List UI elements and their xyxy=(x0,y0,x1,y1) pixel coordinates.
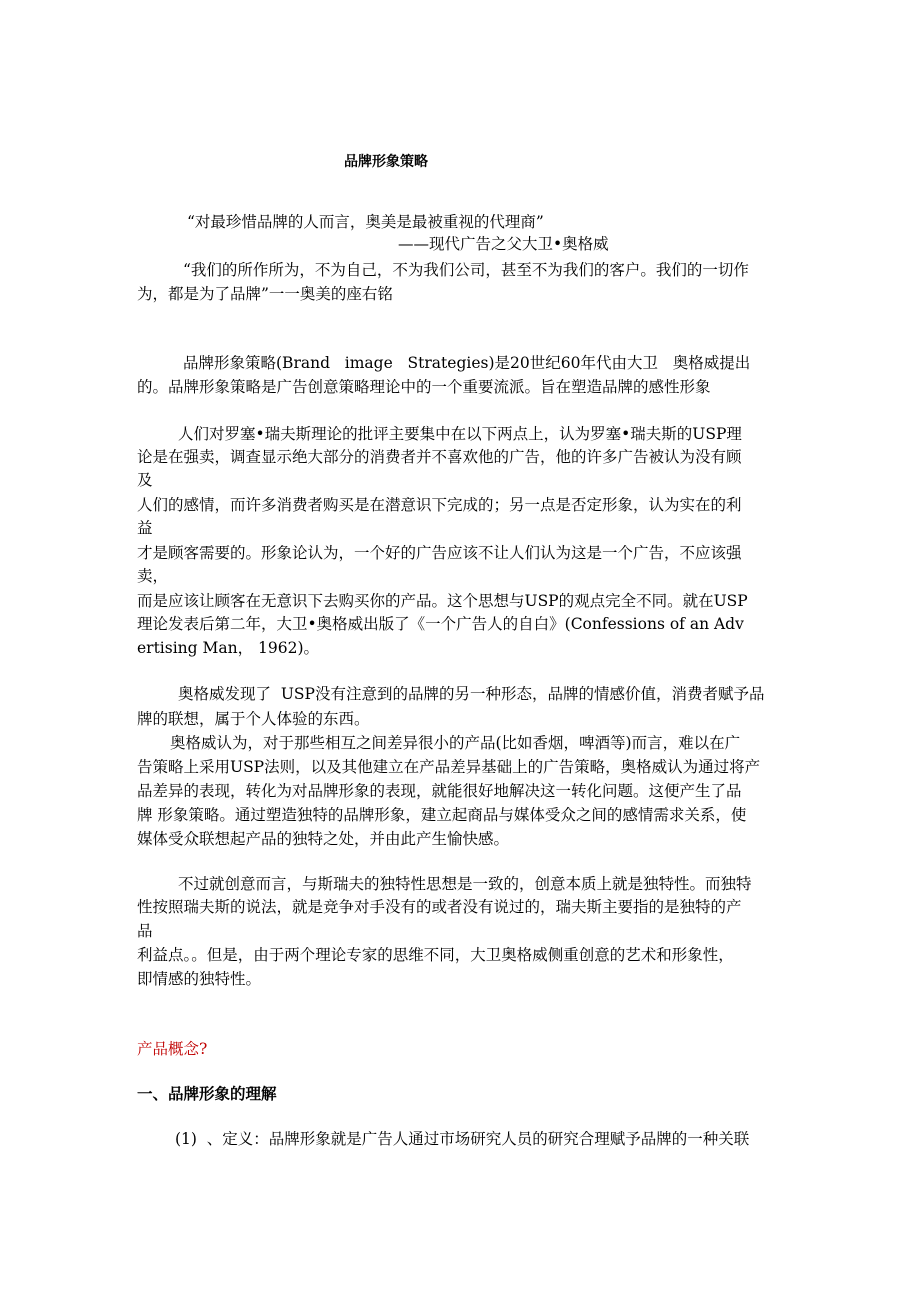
para-2-line: 及 xyxy=(137,471,153,489)
para-1-line-2: 的。品牌形象策略是广告创意策略理论中的一个重要流派。旨在塑造品牌的感性形象 xyxy=(137,378,711,396)
para-2-line: 人们对罗塞•瑞夫斯理论的批评主要集中在以下两点上，认为罗塞•瑞夫斯的USP理 xyxy=(178,425,742,443)
para-2-line: 理论发表后第二年，大卫•奥格威出版了《一个广告人的自白》(Confessions of an Adv xyxy=(137,615,744,633)
section-item-1: (1) 、定义：品牌形象就是广告人通过市场研究人员的研究合理赋予品牌的一种关联 xyxy=(175,1130,750,1148)
para-4-line: 利益点。。但是，由于两个理论专家的思维不同，大卫奥格威侧重创意的艺术和形象性， xyxy=(137,946,734,964)
para-3-line: 奥格威认为，对于那些相互之间差异很小的产品(比如香烟，啤酒等)而言，难以在广 xyxy=(170,734,741,752)
section-heading: 一、品牌形象的理解 xyxy=(137,1085,277,1103)
quote-2-line-1: “我们的所作所为，不为自己，不为我们公司，甚至不为我们的客户。我们的一切作 xyxy=(183,261,749,279)
para-2-line: 才是顾客需要的。形象论认为，一个好的广告应该不让人们认为这是一个广告，不应该强 xyxy=(137,544,742,562)
quote-1-text: “对最珍惜品牌的人而言，奥美是最被重视的代理商” xyxy=(187,213,544,231)
para-3-line: 媒体受众联想起产品的独特之处，并由此产生愉快感。 xyxy=(137,830,510,848)
para-2-line: ertising Man， 1962)。 xyxy=(137,639,320,657)
para-3-line: 品差异的表现，转化为对品牌形象的表现，就能很好地解决这一转化问题。这便产生了品 xyxy=(137,782,742,800)
para-2-line: 而是应该让顾客在无意识下去购买你的产品。这个思想与USP的观点完全不同。就在USP xyxy=(137,592,748,610)
para-4-line: 即情感的独特性。 xyxy=(137,970,262,988)
para-4-line: 品 xyxy=(137,922,153,940)
para-4-line: 性按照瑞夫斯的说法，就是竞争对手没有的或者没有说过的，瑞夫斯主要指的是独特的产 xyxy=(137,898,742,916)
para-2-line: 人们的感情，而许多消费者购买是在潜意识下完成的；另一点是否定形象，认为实在的利 xyxy=(137,496,742,514)
para-3-line: 奥格威发现了 USP没有注意到的品牌的另一种形态，品牌的情感价值，消费者赋予品 xyxy=(178,685,765,703)
page-title: 品牌形象策略 xyxy=(344,154,428,170)
red-note: 产品概念? xyxy=(137,1040,208,1058)
para-4-line: 不过就创意而言，与斯瑞夫的独特性思想是一致的，创意本质上就是独特性。而独特 xyxy=(178,875,752,893)
para-2-line: 益 xyxy=(137,519,153,537)
quote-2-line-2: 为，都是为了品牌”一一奥美的座右铭 xyxy=(137,285,393,303)
para-3-line: 牌的联想，属于个人体验的东西。 xyxy=(137,710,370,728)
para-2-line: 论是在强卖，调查显示绝大部分的消费者并不喜欢他的广告，他的许多广告被认为没有顾 xyxy=(137,448,742,466)
quote-1-attribution: ——现代广告之父大卫•奥格威 xyxy=(398,235,609,253)
para-3-line: 牌 形象策略。通过塑造独特的品牌形象，建立起商品与媒体受众之间的感情需求关系，使 xyxy=(137,806,747,824)
para-2-line: 卖， xyxy=(137,567,169,585)
para-1-line-1: 品牌形象策略(Brand image Strategies)是20世纪60年代由大卫 奥格威提出 xyxy=(183,354,751,372)
para-3-line: 告策略上采用USP法则，以及其他建立在产品差异基础上的广告策略，奥格威认为通过将产 xyxy=(137,758,761,776)
